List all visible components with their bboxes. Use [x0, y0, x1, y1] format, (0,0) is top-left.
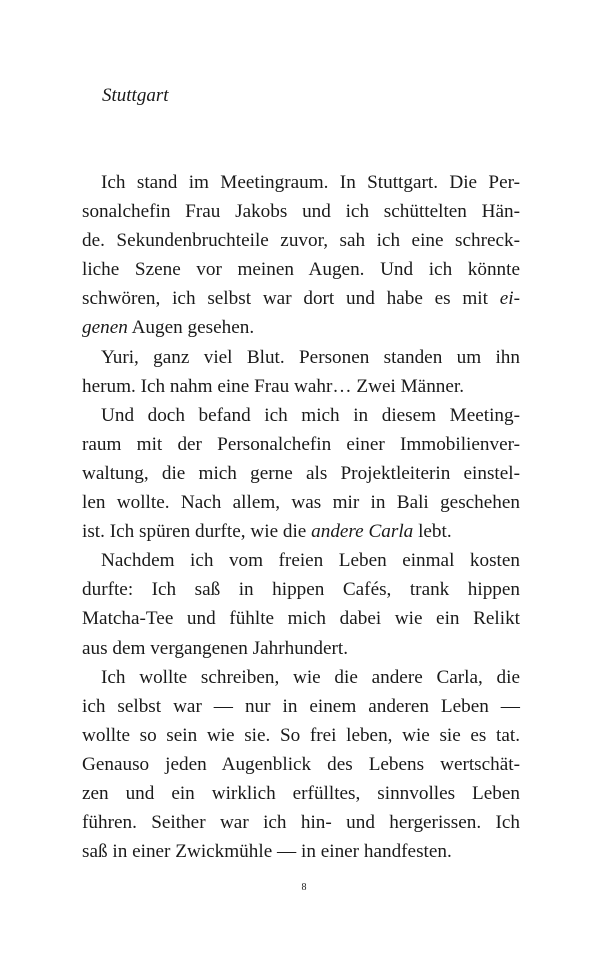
text-line: Matcha-Tee und fühlte mich dabei wie ein Relikt [82, 608, 520, 630]
text-line: de. Sekundenbruchteile zuvor, sah ich eine schreck- [82, 230, 520, 252]
emphasis-text: ei- [499, 288, 520, 310]
text-line: Ich wollte schreiben, wie die andere Carla, die [101, 666, 520, 688]
page-number: 8 [301, 882, 307, 893]
text-line: sonalchefin Frau Jakobs und ich schüttelten Hän- [82, 201, 520, 223]
text-line: ist. Ich spüren durfte, wie die andere Carla lebt. [82, 521, 452, 543]
text-line: len wollte. Nach allem, was mir in Bali geschehen [82, 492, 520, 514]
text-line: waltung, die mich gerne als Projektleiterin einstel- [82, 462, 520, 484]
text-line: herum. Ich nahm eine Frau wahr… Zwei Männer. [82, 375, 465, 397]
text-line: ich selbst war — nur in einem anderen Leben — [82, 695, 520, 717]
text-line: zen und ein wirklich erfülltes, sinnvolles Leben [82, 782, 520, 804]
text-line: wollte so sein wie sie. So frei leben, wie sie es tat. [82, 724, 520, 746]
text-line: schwören, ich selbst war dort und habe es mit ei- [82, 288, 520, 310]
text-line: führen. Seither war ich hin- und hergerissen. Ich [82, 812, 520, 834]
emphasis-text: genen [82, 317, 128, 339]
text-line: raum mit der Personalchefin einer Immobilienver- [82, 433, 520, 455]
text-line: Ich stand im Meetingraum. In Stuttgart. Die Per- [101, 172, 520, 193]
chapter-heading: Stuttgart [102, 85, 169, 106]
text-line: durfte: Ich saß in hippen Cafés, trank hippen [82, 579, 520, 601]
body-text [82, 168, 520, 866]
emphasis-text: andere Carla [311, 521, 414, 543]
text-line: saß in einer Zwickmühle — in einer handfesten. [82, 841, 452, 863]
text-line: Und doch befand ich mich in diesem Meeting- [101, 404, 520, 426]
text-line: genen Augen gesehen. [82, 317, 255, 339]
text-line: liche Szene vor meinen Augen. Und ich könnte [82, 259, 520, 281]
text-line: aus dem vergangenen Jahrhundert. [82, 637, 349, 659]
text-line: Genauso jeden Augenblick des Lebens wertschät- [82, 753, 520, 775]
text-line: Nachdem ich vom freien Leben einmal kosten [101, 550, 520, 572]
text-line: Yuri, ganz viel Blut. Personen standen um ihn [101, 346, 520, 368]
